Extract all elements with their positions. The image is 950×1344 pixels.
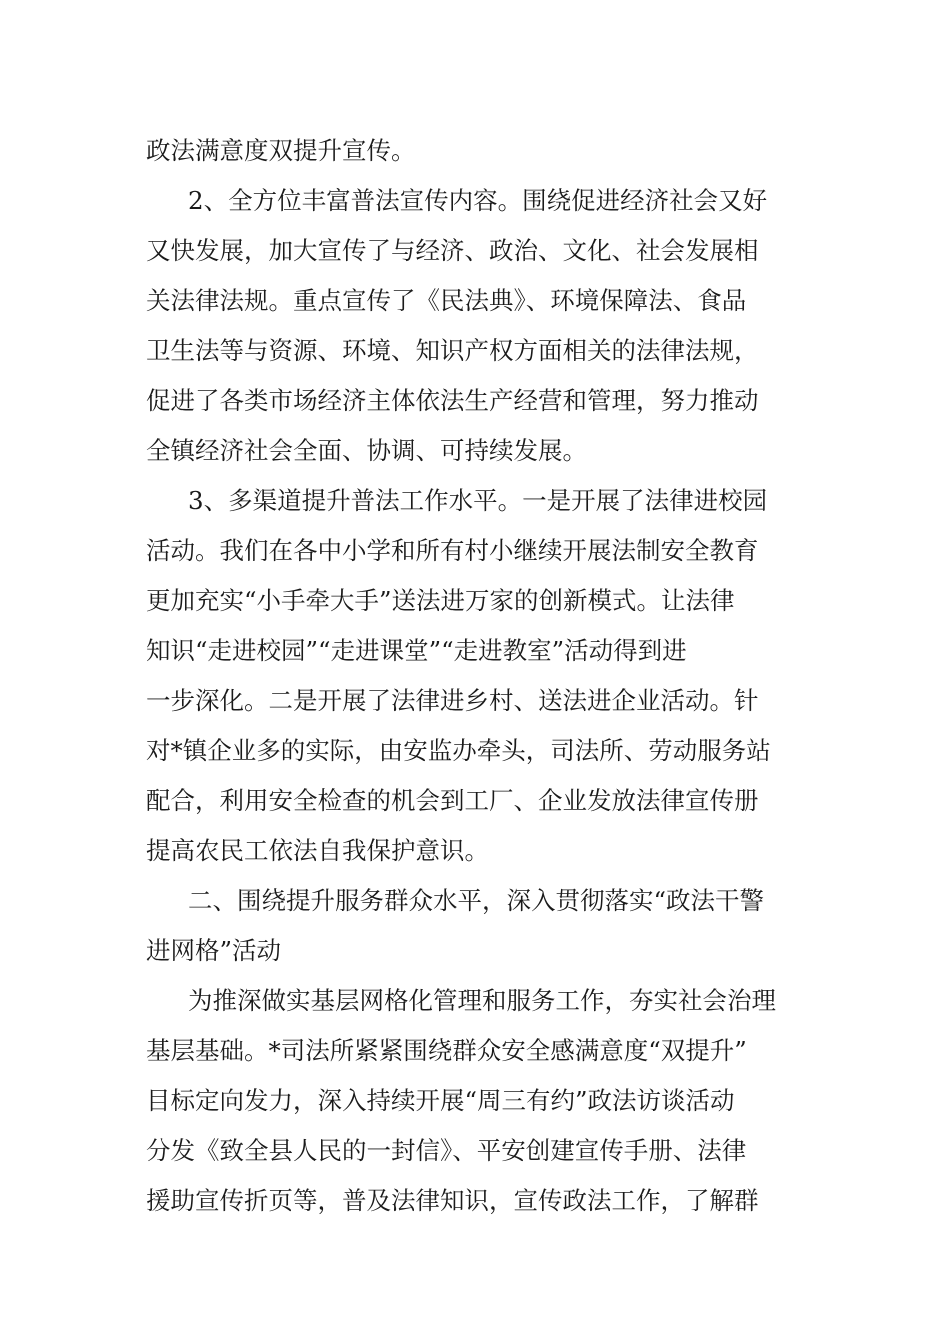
text-line: 提高农民工依法自我保护意识。 [146, 836, 489, 865]
text-line: 二、围绕提升服务群众水平，深入贯彻落实“政法干警 [188, 886, 765, 915]
text-line: 全镇经济社会全面、协调、可持续发展。 [146, 436, 587, 465]
text-line: 活动。我们在各中小学和所有村小继续开展法制安全教育 [146, 536, 759, 565]
text-line: 进网格”活动 [146, 936, 282, 965]
text-line: 配合，利用安全检查的机会到工厂、企业发放法律宣传册 [146, 786, 759, 815]
text-line: 基层基础。*司法所紧紧围绕群众安全感满意度“双提升” [146, 1036, 747, 1065]
text-line: 为推深做实基层网格化管理和服务工作，夯实社会治理 [188, 986, 776, 1015]
text-line: 分发《致全县人民的一封信》、平安创建宣传手册、法律 [146, 1136, 747, 1165]
text-line: 2、全方位丰富普法宣传内容。围绕促进经济社会又好 [188, 186, 768, 215]
text-line: 目标定向发力，深入持续开展“周三有约”政法访谈活动 [146, 1086, 735, 1115]
text-line: 卫生法等与资源、环境、知识产权方面相关的法律法规， [146, 336, 759, 365]
document-body [146, 126, 806, 1226]
text-line: 援助宣传折页等，普及法律知识，宣传政法工作，了解群 [146, 1186, 759, 1215]
text-line: 关法律法规。重点宣传了《民法典》、环境保障法、食品 [146, 286, 747, 315]
text-line: 更加充实“小手牵大手”送法进万家的创新模式。让法律 [146, 586, 735, 615]
text-line: 又快发展，加大宣传了与经济、政治、文化、社会发展相 [146, 236, 759, 265]
text-line: 知识“走进校园”“走进课堂”“走进教室”活动得到进 [146, 636, 687, 665]
text-line: 对*镇企业多的实际，由安监办牵头，司法所、劳动服务站 [146, 736, 771, 765]
text-line: 一步深化。二是开展了法律进乡村、送法进企业活动。针 [146, 686, 759, 715]
text-line: 政法满意度双提升宣传。 [146, 136, 416, 165]
text-line: 促进了各类市场经济主体依法生产经营和管理，努力推动 [146, 386, 759, 415]
text-line: 3、多渠道提升普法工作水平。一是开展了法律进校园 [188, 486, 768, 515]
